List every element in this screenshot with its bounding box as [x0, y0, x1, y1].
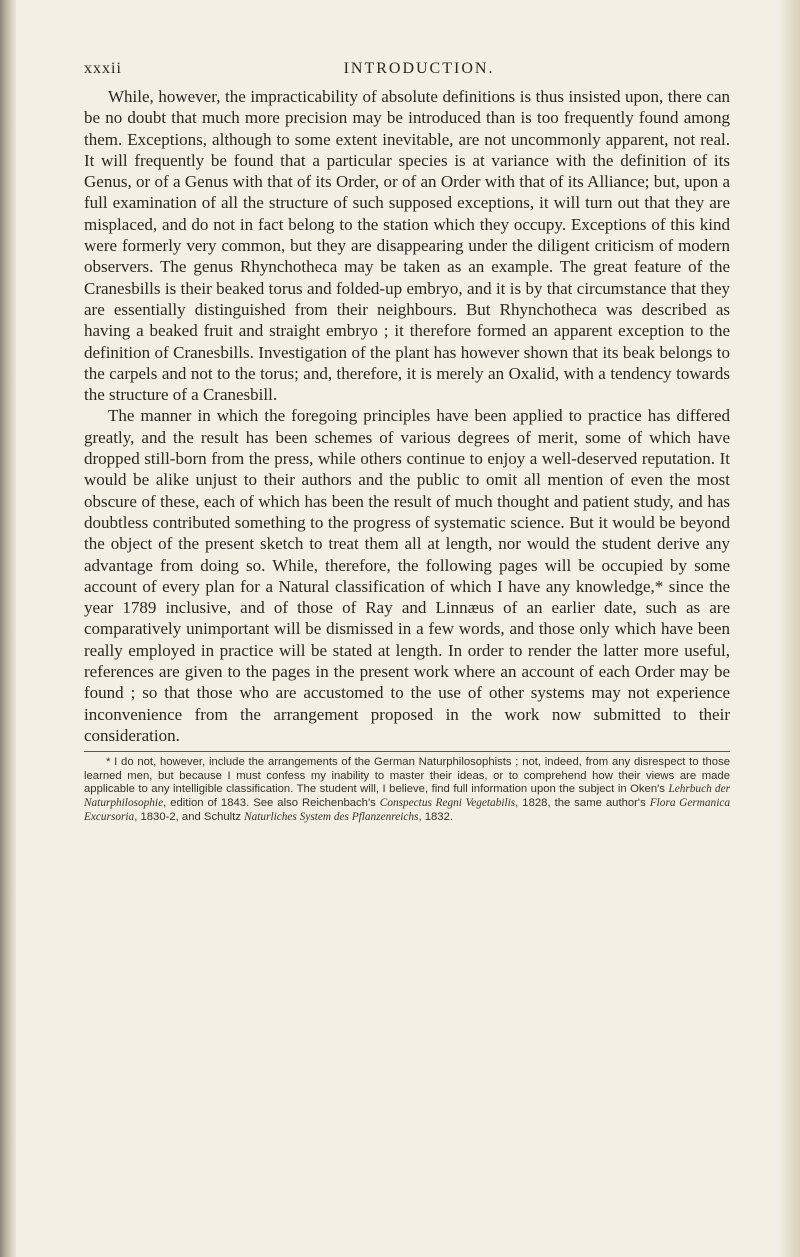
footnote-title-flora: Flora Germanica Excursoria	[84, 796, 730, 823]
page-edge	[778, 0, 800, 1257]
book-binding-shadow	[0, 0, 16, 1257]
footnote-title-oken: Lehrbuch der Naturphilosophie	[84, 783, 730, 809]
footnote	[84, 756, 730, 824]
page-body	[84, 86, 730, 824]
footnote-title-schultz: Naturliches System des Pflanzenreichs	[244, 810, 419, 823]
running-head: INTRODUCTION.	[343, 60, 495, 77]
footnote-text-4: , 1830-2, and Schultz	[134, 810, 245, 823]
footnote-text-2: , edition of 1843. See also Reichenbach's	[163, 796, 380, 809]
footnote-text-5: , 1832.	[418, 810, 454, 823]
footnote-title-conspectus: Conspectus Regni Vegetabilis	[379, 796, 516, 809]
paragraph-1: While, however, the impracticability of absolute definitions is thus insisted upon, there can be no doubt that much more precision may be introduced than is too frequently found among them. Exceptions, although to some extent inevitable, are not uncommonly apparent, not real. It will frequently be found that a particular species is at variance with the definition of its Genus, or of a Genus with that of its Order, or of an Order with that of its Alliance; but, upon a full examination of all the structure of such supposed exceptions, it will turn out that they are misplaced, and do not in fact belong to the station which they occupy. Exceptions of this kind were formerly very common, but they are disappearing under the diligent criticism of modern observers. The genus Rhynchotheca may be taken as an example. The great feature of the Cranesbills is their beaked torus and folded-up embryo, and it is by that circumstance that they are essentially distinguished from their neighbours. But Rhynchotheca was described as having a beaked fruit and straight embryo ; it therefore formed an apparent exception to the definition of Cranesbills. Investigation of the plant has however shown that its beak belongs to the carpels and not to the torus; and, therefore, it is merely an Oxalid, with a tendency towards the structure of a Cranesbill.	[84, 87, 730, 405]
footnote-text-3: , 1828, the same author's	[515, 796, 650, 809]
page-number: xxxii	[84, 60, 122, 77]
page-header	[84, 60, 724, 84]
footnote-text-1: * I do not, however, include the arrangements of the German Naturphilosophists ; not, indeed, from any disrespect to those learned men, but because I must confess my inability to master their ideas, or to comprehend how their views are made applicable to any intelligible classification. The student will, I believe, find full information upon the subject in Oken's	[84, 756, 730, 796]
paragraph-2: The manner in which the foregoing principles have been applied to practice has differed greatly, and the result has been schemes of various degrees of merit, some of which have dropped still-born from the press, while others continue to enjoy a well-deserved reputation. It would be alike unjust to their authors and the public to omit all mention of even the most obscure of these, each of which has been the result of much thought and patient study, and has doubtless contributed something to the progress of systematic science. But it would be beyond the object of the present sketch to treat them all at length, nor would the student derive any advantage from doing so. While, therefore, the following pages will be occupied by some account of every plan for a Natural classification of which I have any knowledge,* since the year 1789 inclusive, and of those of Ray and Linnæus of an earlier date, such as are comparatively unimportant will be dismissed in a few words, and those only which have been really employed in practice will be stated at length. In order to render the latter more useful, references are given to the pages in the present work where an account of each Order may be found ; so that those who are accustomed to the use of other systems may not experience inconvenience from the arrangement proposed in the work now submitted to their consideration.	[84, 406, 730, 745]
footnote-rule	[84, 751, 730, 752]
